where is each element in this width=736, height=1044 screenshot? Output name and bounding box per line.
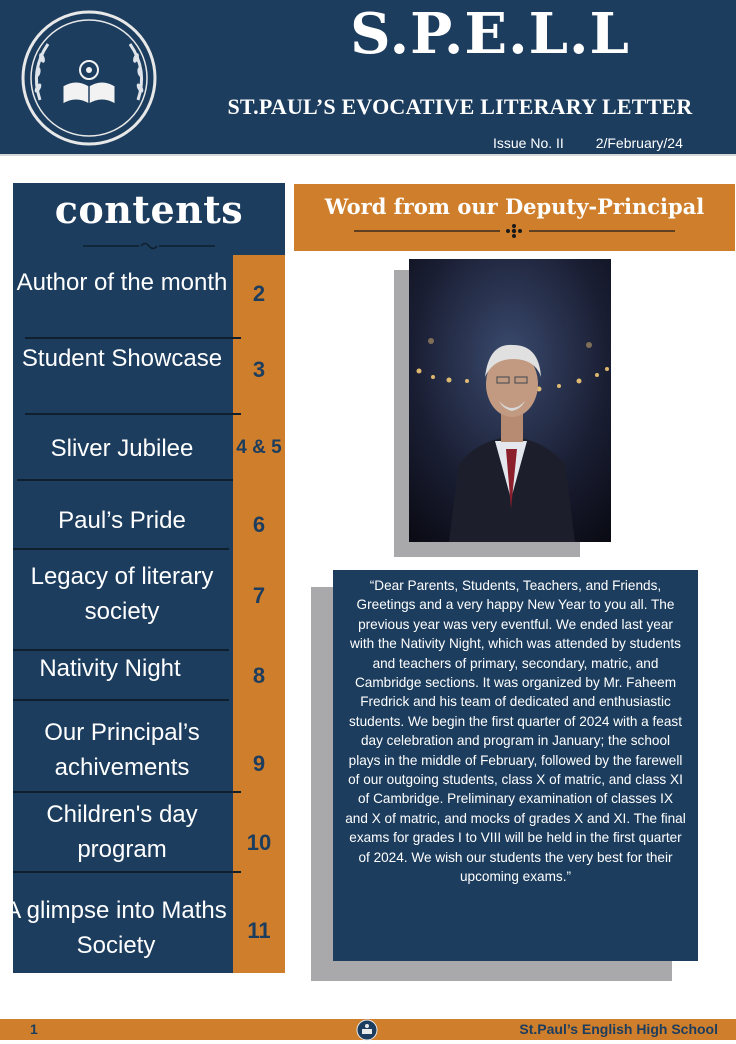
toc-item-page: 10	[246, 830, 272, 855]
toc-item-page: 2	[252, 281, 266, 306]
toc-item[interactable]	[13, 649, 285, 699]
school-name: St.Paul’s English High School	[519, 1021, 718, 1037]
toc-item-page: 8	[252, 663, 266, 688]
toc-item-page: 6	[252, 512, 266, 537]
spell-logo-emblem	[18, 8, 160, 148]
header-divider	[0, 154, 736, 156]
toc-item[interactable]	[13, 340, 285, 414]
toc-item-title: Paul’s Pride	[58, 507, 186, 534]
newsletter-subtitle: ST.PAUL’S EVOCATIVE LITERARY LETTER	[227, 94, 693, 119]
ornament-divider-icon	[354, 224, 675, 238]
deputy-principal-message-box	[333, 570, 698, 961]
contents-header	[13, 183, 285, 255]
toc-item-page: 4 & 5	[236, 437, 282, 458]
toc-item-page: 9	[252, 751, 266, 776]
toc-item[interactable]	[13, 255, 285, 340]
toc-item[interactable]	[13, 547, 285, 649]
toc-item-page: 3	[252, 357, 266, 382]
page-number: 1	[30, 1021, 38, 1037]
toc-divider	[25, 413, 241, 415]
toc-divider	[13, 649, 229, 651]
toc-item-title: Children's day program	[46, 801, 198, 863]
toc-item-page: 11	[247, 918, 271, 943]
spell-logo-small-icon	[356, 1019, 378, 1041]
toc-item-title: Author of the month	[16, 269, 228, 296]
toc-item-title: Legacy of literary society	[30, 563, 214, 625]
toc-divider	[13, 791, 241, 793]
toc-divider	[25, 337, 241, 339]
toc-divider	[13, 548, 229, 550]
deputy-principal-photo	[409, 259, 611, 542]
toc-divider	[13, 699, 229, 701]
deputy-principal-heading: Word from our Deputy-Principal	[324, 194, 705, 219]
page-footer	[0, 1019, 736, 1040]
newsletter-title: S.P.E.L.L	[350, 1, 630, 67]
toc-item[interactable]	[13, 479, 285, 547]
masthead	[0, 0, 736, 154]
contents-heading: contents	[54, 187, 244, 232]
ornament-divider-icon	[83, 241, 215, 251]
table-of-contents	[5, 255, 285, 973]
toc-item[interactable]	[13, 699, 285, 791]
toc-divider	[13, 871, 241, 873]
issue-info	[493, 135, 683, 151]
toc-item[interactable]	[13, 791, 285, 871]
issue-date: 2/February/24	[595, 135, 683, 151]
toc-item[interactable]	[13, 414, 285, 479]
toc-item-page: 7	[252, 583, 266, 608]
toc-item-title: Nativity Night	[39, 655, 181, 682]
deputy-principal-message: “Dear Parents, Students, Teachers, and Friends, Greetings and a very happy New Year to you all. The previous year was very eventful. We ended last year with the Nativity Night, which was attended by students and teachers of primary, secondary, matric, and Cambridge sections. It was organized by Mr. Faheem Fredrick and his team of dedicated and enthusiastic students. We begin the first quarter of 2024 with a feast day celebration and program in January; the school plays in the middle of February, followed by the farewell of our outgoing students, class X of matric, and class XI of Cambridge. Preliminary examination of classes IX and X of matric, and mocks of grades X and XI. The final exams for grades I to VIII will be held in the first quarter of 2024. We wish our students the very best for their upcoming exams.”	[345, 578, 686, 885]
issue-number: Issue No. II	[493, 135, 564, 151]
toc-item-title: Student Showcase	[21, 345, 223, 372]
toc-item-title: Sliver Jubilee	[50, 435, 194, 462]
toc-item-title: Our Principal’s achivements	[44, 719, 200, 781]
toc-item-title: A glimpse into Maths Society	[5, 897, 227, 959]
toc-item[interactable]	[5, 871, 285, 973]
deputy-principal-banner	[294, 184, 735, 251]
toc-divider	[17, 479, 233, 481]
